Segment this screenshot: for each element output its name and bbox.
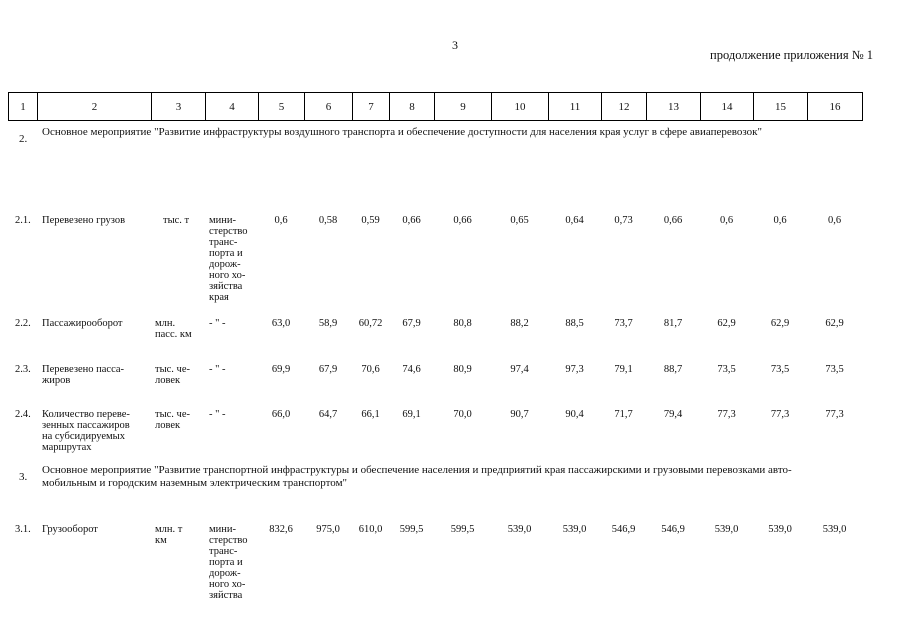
value-cell: 67,9 [402,318,421,329]
row-number: 2.1. [15,215,31,226]
value-cell: 62,9 [825,318,844,329]
section-number: 2. [19,133,28,145]
value-cell: 0,6 [773,215,787,226]
value-cell: 599,5 [450,524,475,535]
header-cell: 5 [259,93,305,121]
row-name: Перевезено пасса- жиров [42,364,125,386]
value-cell: 66,0 [271,409,291,420]
section-title: Основное мероприятие "Развитие инфраструктуры воздушного транспорта и обеспечение доступности для населения края услуг в сфере авиаперевозок" [42,126,762,138]
header-cell: 7 [353,93,390,121]
value-cell: 66,1 [361,409,380,420]
header-cell: 11 [549,93,602,121]
row-executor: мини- стерство транс- порта и дорож- ного хо- зяйства [209,524,248,601]
value-cell: 0,58 [318,215,338,226]
value-cell: 539,0 [562,524,587,535]
row-number: 2.3. [15,364,31,375]
value-cell: 70,6 [361,364,380,375]
value-cell: 79,1 [614,364,633,375]
value-cell: 73,5 [717,364,736,375]
value-cell: 90,7 [510,409,529,420]
column-number-header [8,92,863,121]
value-cell: 71,7 [614,409,633,420]
header-cell: 16 [808,93,863,121]
header-cell: 3 [152,93,206,121]
value-cell: 80,8 [453,318,472,329]
value-cell: 73,5 [770,364,790,375]
header-cell: 12 [602,93,647,121]
value-cell: 539,0 [822,524,847,535]
row-number: 2.4. [15,409,31,420]
value-cell: 64,7 [318,409,338,420]
value-cell: 97,4 [510,364,529,375]
value-cell: 0,6 [719,215,734,226]
value-cell: 62,9 [770,318,790,329]
row-unit: тыс. че- ловек [155,409,190,431]
header-cell: 10 [492,93,549,121]
header-cell: 6 [305,93,353,121]
header-cell: 4 [206,93,259,121]
header-cell: 2 [38,93,152,121]
section-number: 3. [19,471,28,483]
value-cell: 90,4 [565,409,584,420]
row-number: 2.2. [15,318,31,329]
value-cell: 832,6 [269,524,293,535]
value-cell: 88,5 [565,318,584,329]
row-name: Количество переве- зенных пассажиров на субсидируемых маршрутах [42,409,130,453]
value-cell: 67,9 [318,364,338,375]
value-cell: 539,0 [768,524,792,535]
value-cell: 69,1 [402,409,421,420]
appendix-label: продолжение приложения № 1 [710,48,873,62]
value-cell: 0,66 [402,215,421,226]
value-cell: 0,65 [510,215,529,226]
header-cell: 14 [701,93,754,121]
value-cell: 88,7 [663,364,683,375]
value-cell: 0,73 [614,215,633,226]
header-cell: 9 [435,93,492,121]
row-name: Перевезено грузов [42,215,126,226]
value-cell: 60,72 [358,318,383,329]
value-cell: 74,6 [402,364,421,375]
value-cell: 0,64 [565,215,584,226]
header-cell: 1 [9,93,38,121]
value-cell: 77,3 [770,409,790,420]
value-cell: 73,7 [614,318,633,329]
value-cell: 610,0 [358,524,383,535]
row-executor: мини- стерство транс- порта и дорож- ного хо- зяйства края [209,215,248,303]
value-cell: 546,9 [611,524,636,535]
value-cell: 539,0 [507,524,532,535]
value-cell: 80,9 [453,364,472,375]
header-cell: 15 [754,93,808,121]
row-number: 3.1. [15,524,31,535]
value-cell: 0,59 [361,215,380,226]
value-cell: 599,5 [399,524,424,535]
value-cell: 975,0 [316,524,340,535]
row-executor: - " - [209,409,226,420]
row-executor: - " - [209,318,226,329]
value-cell: 97,3 [565,364,584,375]
value-cell: 70,0 [453,409,472,420]
value-cell: 0,6 [274,215,288,226]
value-cell: 73,5 [825,364,844,375]
value-cell: 0,6 [827,215,842,226]
value-cell: 63,0 [271,318,291,329]
row-unit: млн. пасс. км [155,318,192,340]
value-cell: 77,3 [717,409,736,420]
value-cell: 546,9 [661,524,685,535]
row-unit: тыс. че- ловек [155,364,190,386]
value-cell: 88,2 [510,318,529,329]
row-name: Пассажирооборот [42,318,123,329]
section-title: Основное мероприятие "Развитие транспортной инфраструктуры и обеспечение населения и предприятий края пассажирскими и грузовыми перевозками авто- мобильным и городским наземным электрическим транспортом" [42,464,792,489]
value-cell: 69,9 [271,364,291,375]
value-cell: 79,4 [663,409,683,420]
row-name: Грузооборот [42,524,98,535]
value-cell: 62,9 [717,318,736,329]
row-unit: тыс. т [163,215,190,226]
header-cell: 13 [647,93,701,121]
value-cell: 0,66 [453,215,472,226]
row-executor: - " - [209,364,226,375]
row-unit: млн. т км [155,524,183,546]
value-cell: 0,66 [663,215,683,226]
value-cell: 58,9 [318,318,338,329]
value-cell: 81,7 [663,318,683,329]
page-number: 3 [452,38,458,52]
value-cell: 539,0 [714,524,739,535]
header-cell: 8 [390,93,435,121]
value-cell: 77,3 [825,409,844,420]
